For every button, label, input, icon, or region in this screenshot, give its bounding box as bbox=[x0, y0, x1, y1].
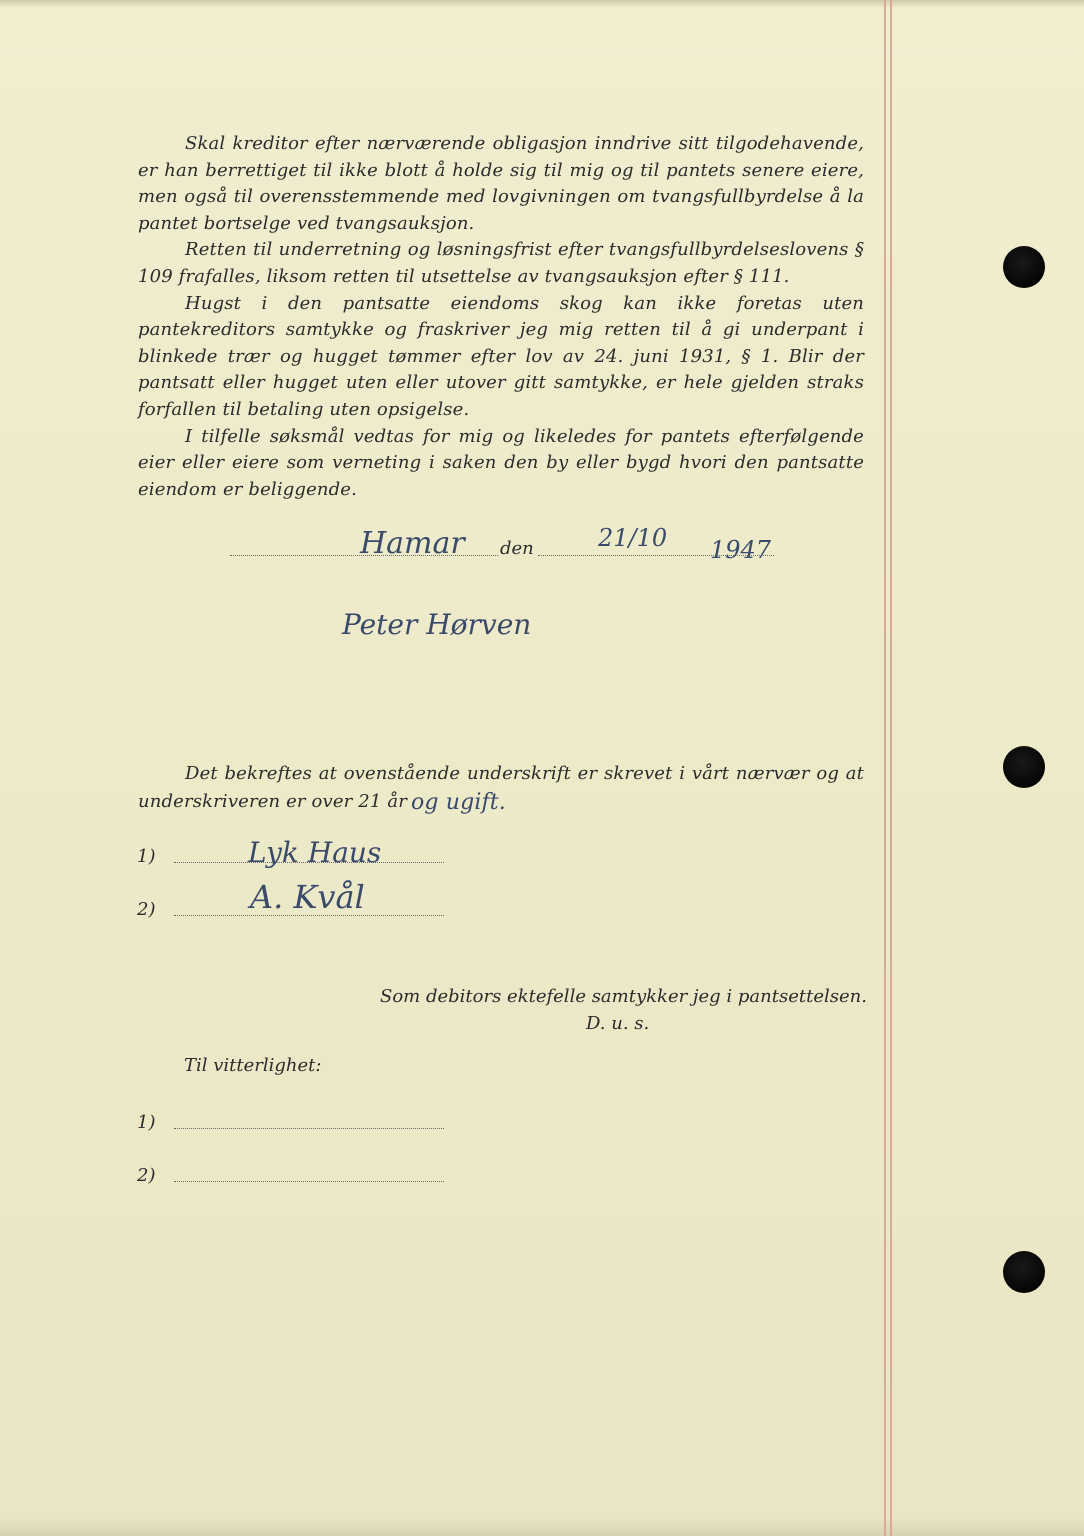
paragraph-logging: Hugst i den pantsatte eiendoms skog kan ikke foretas uten pantekreditors samtykke og fraskriver jeg mig retten til å gi underpant i blinkede trær og hugget tømmer efter lov av 24. juni 1931, § 1. Blir der pantsatt eller hugget uten eller utover gitt samtykke, er hele gjelden straks forfallen til betaling uten opsigelse. bbox=[138, 292, 864, 420]
witness-number: 1) bbox=[137, 846, 156, 867]
page-bottom-edge bbox=[0, 1518, 1084, 1536]
date-handwritten: 21/10 bbox=[598, 524, 668, 552]
page-top-edge bbox=[0, 0, 1084, 8]
blank-witness-number: 2) bbox=[137, 1165, 156, 1186]
obligation-terms bbox=[138, 131, 864, 503]
blank-witness-dotted-line bbox=[174, 1128, 444, 1129]
confirmation-handwritten: og ugift. bbox=[411, 789, 506, 815]
confirmation-block bbox=[138, 761, 864, 815]
witness-signature: A. Kvål bbox=[250, 878, 365, 916]
witness-signature: Lyk Haus bbox=[248, 836, 382, 869]
margin-rule-right bbox=[890, 0, 892, 1536]
punch-hole-middle bbox=[1003, 746, 1045, 788]
confirmation-printed: Det bekreftes at ovenstående underskrift er skrevet i vårt nærvær og at underskriveren er over 21 år bbox=[138, 763, 864, 812]
den-label: den bbox=[500, 538, 534, 559]
paragraph-venue: I tilfelle søksmål vedtas for mig og likeledes for pantets efterfølgende eier eller eiere som verneting i saken den by eller bygd hvori den pantsatte eiendom er beliggende. bbox=[138, 425, 864, 500]
punch-hole-bottom bbox=[1003, 1251, 1045, 1293]
year-handwritten: 1947 bbox=[710, 536, 772, 564]
place-handwritten: Hamar bbox=[360, 526, 465, 561]
margin-rule-left bbox=[884, 0, 886, 1536]
paragraph-enforcement: Skal kreditor efter nærværende obligasjon inndrive sitt tilgodehavende, er han berrettiget til ikke blott å holde sig til mig og til pantets senere eiere, men også til overensstemmende med lovgivningen om tvangsfullbyrdelse å la pantet bortselge ved tvangsauksjon. bbox=[138, 133, 864, 234]
punch-hole-top bbox=[1003, 246, 1045, 288]
dus-label: D. u. s. bbox=[586, 1013, 650, 1034]
confirmation-text bbox=[138, 761, 864, 815]
blank-witness-number: 1) bbox=[137, 1112, 156, 1133]
spouse-consent: Som debitors ektefelle samtykker jeg i pantsettelsen. bbox=[380, 986, 867, 1007]
blank-witness-dotted-line bbox=[174, 1181, 444, 1182]
debtor-signature: Peter Hørven bbox=[342, 608, 532, 641]
witness-number: 2) bbox=[137, 899, 156, 920]
til-vitterlighet-label: Til vitterlighet: bbox=[184, 1055, 322, 1076]
paragraph-notice-waiver: Retten til underretning og løsningsfrist efter tvangsfullbyrdelseslovens § 109 frafalles, liksom retten til utsettelse av tvangsauksjon efter § 111. bbox=[138, 239, 864, 287]
